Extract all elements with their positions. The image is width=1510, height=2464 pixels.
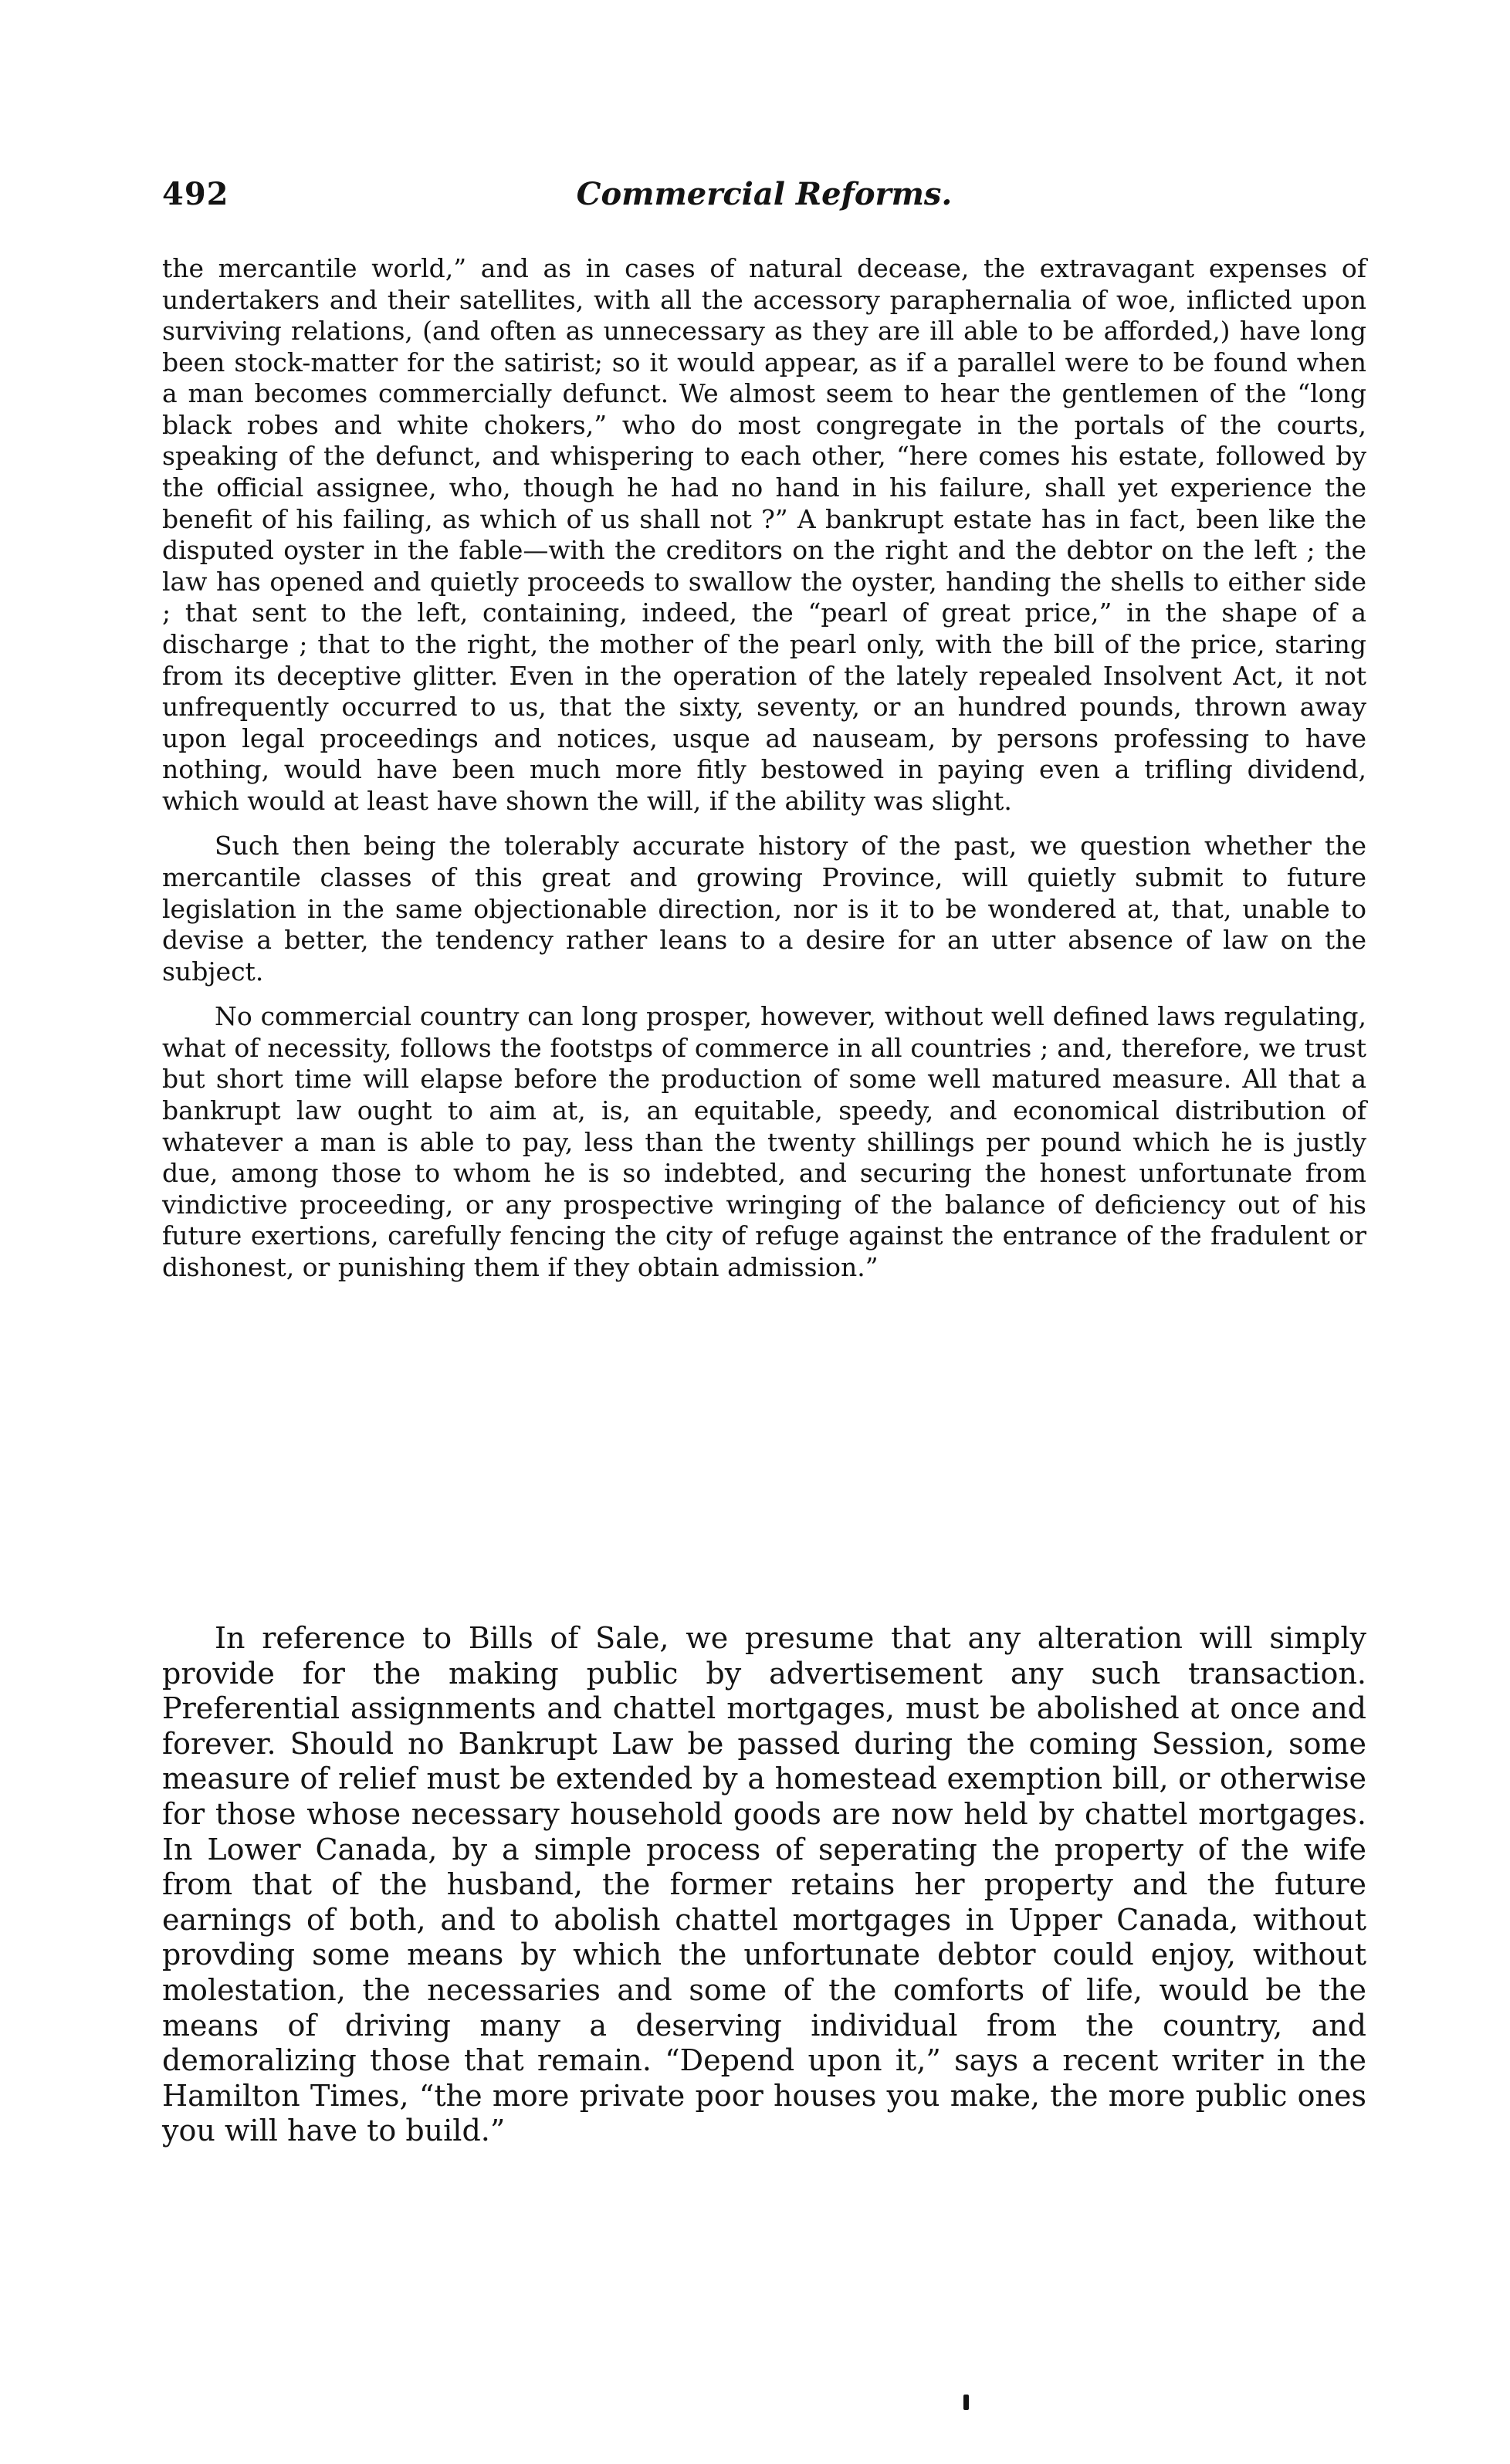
running-title: Commercial Reforms. (576, 176, 953, 212)
quoted-passage (162, 253, 1366, 1284)
page-number: 492 (162, 176, 229, 212)
quote-paragraph: No commercial country can long prosper, however, without well defined laws regulating, what of necessity, follows the footstps of commerce in all countries ; and, therefore, we trust but short time will elapse before the production of some well matured measure. All that a bankrupt law ought to aim at, is, an equitable, speedy, and economical distribution of whatever a man is able to pay, less than the twenty shillings per pound which he is justly due, among those to whom he is so indebted, and securing the honest unfortunate from vindictive proceeding, or any prospective wringing of the balance of deficiency out of his future exertions, carefully fencing the city of refuge against the entrance of the fradulent or dishonest, or punishing them if they obtain admission.” (162, 1001, 1366, 1282)
quote-paragraph: Such then being the tolerably accurate history of the past, we question whether the mercantile classes of this great and growing Province, will quietly submit to future legislation in the same objectionable direction, nor is it to be wondered at, that, unable to devise a better, the tendency rather leans to a desire for an utter absence of law on the subject. (162, 831, 1366, 987)
running-head (162, 176, 1366, 222)
ink-mark (963, 2395, 969, 2410)
main-text (162, 1621, 1366, 2149)
quote-paragraph: the mercantile world,” and as in cases of natural decease, the extravagant expenses of undertakers and their satellites, with all the accessory paraphernalia of woe, inflicted upon surviving relations, (and often as unnecessary as they are ill able to be afforded,) have long been stock-matter for the satirist; so it would appear, as if a parallel were to be found when a man becomes commercially defunct. We almost seem to hear the gentlemen of the “long black robes and white chokers,” who do most congregate in the portals of the courts, speaking of the defunct, and whispering to each other, “here comes his estate, followed by the official assignee, who, though he had no hand in his failure, shall yet experience the benefit of his failing, as which of us shall not ?” A bankrupt estate has in fact, been like the disputed oyster in the fable—with the creditors on the right and the debtor on the left ; the law has opened and quietly proceeds to swallow the oyster, handing the shells to either side ; that sent to the left, containing, indeed, the “pearl of great price,” in the shape of a discharge ; that to the right, the mother of the pearl only, with the bill of the price, staring from its deceptive glitter. Even in the operation of the lately repealed Insolvent Act, it not unfrequently occurred to us, that the sixty, seventy, or an hundred pounds, thrown away upon legal proceedings and notices, usque ad nauseam, by persons professing to have nothing, would have been much more fitly bestowed in paying even a trifling dividend, which would at least have shown the will, if the ability was slight. (162, 253, 1366, 816)
main-paragraph: In reference to Bills of Sale, we presume that any alteration will simply provide for the making public by advertisement any such transaction. Preferential assignments and chattel mortgages, must be abolished at once and forever. Should no Bankrupt Law be passed during the coming Session, some measure of relief must be extended by a homestead exemption bill, or otherwise for those whose necessary household goods are now held by chattel mortgages. In Lower Canada, by a simple process of seperating the property of the wife from that of the husband, the former retains her property and the future earnings of both, and to abolish chattel mortgages in Upper Canada, without provding some means by which the unfortunate debtor could enjoy, without molestation, the necessaries and some of the comforts of life, would be the means of driving many a deserving individual from the country, and demoralizing those that remain. “Depend upon it,” says a recent writer in the Hamilton Times, “the more private poor houses you make, the more public ones you will have to build.” (162, 1621, 1366, 2148)
